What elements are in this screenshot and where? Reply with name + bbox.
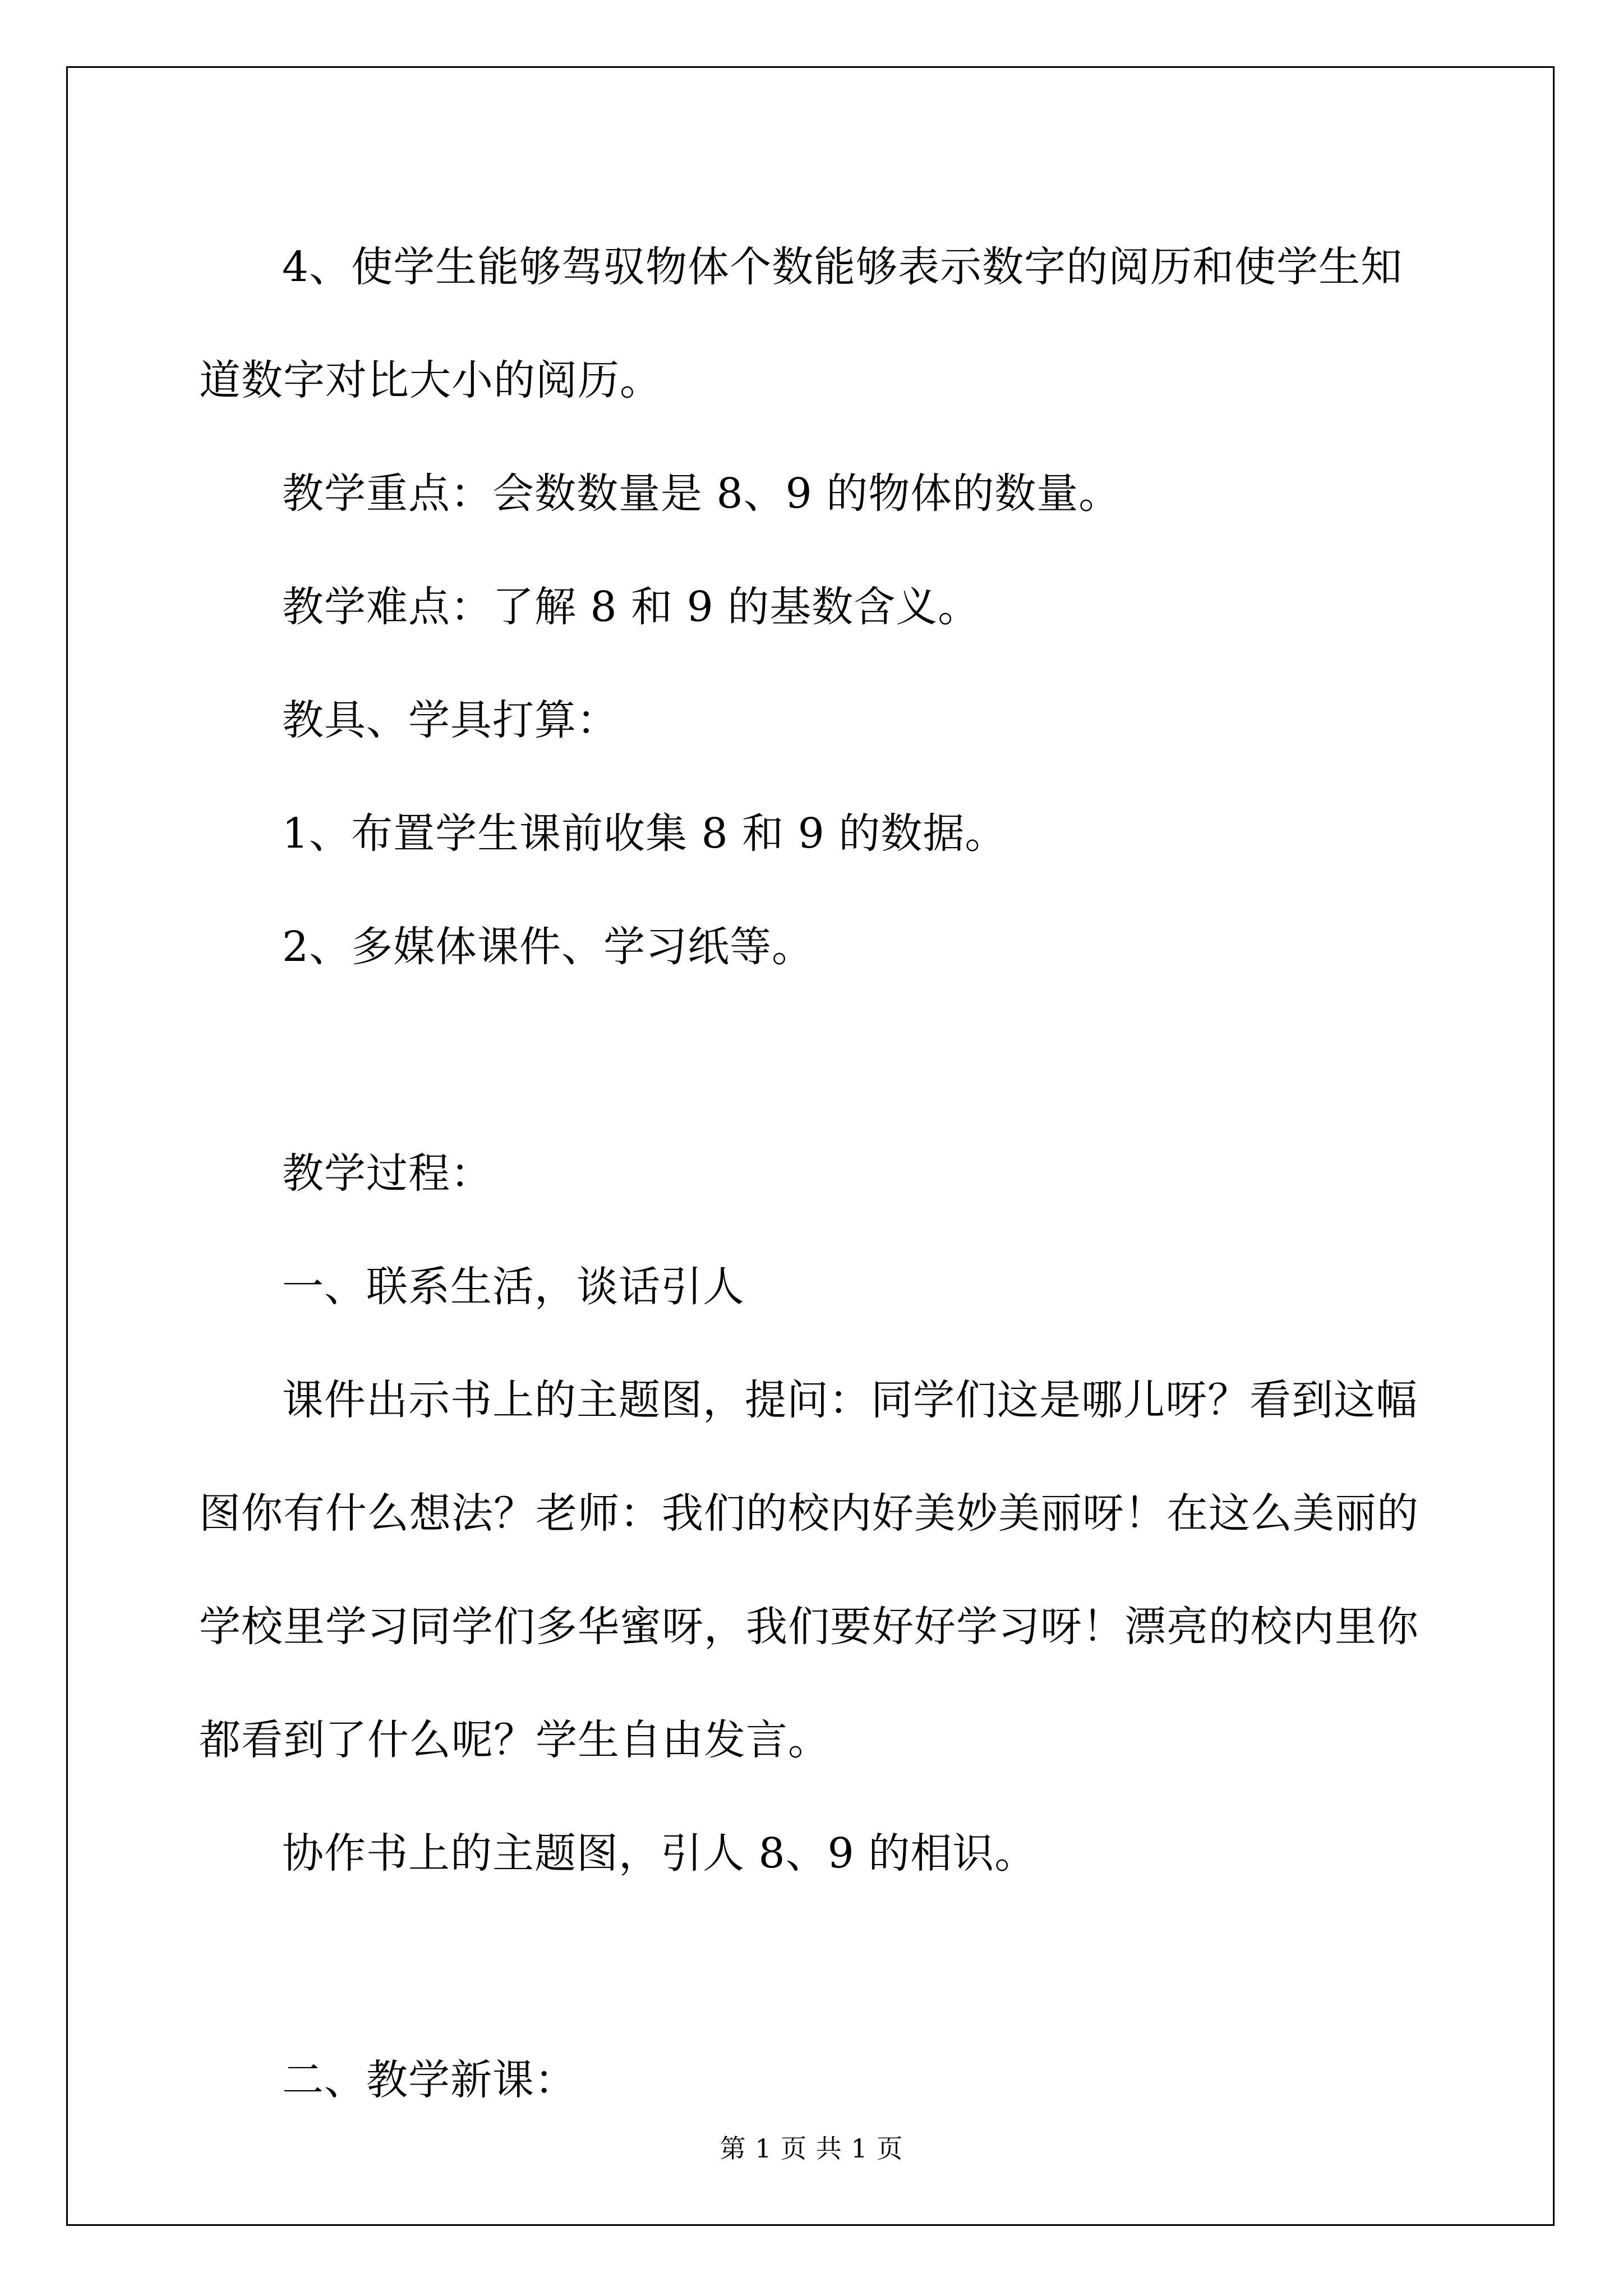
blank-line [199, 1910, 1433, 2023]
page-footer: 第 1 页 共 1 页 [720, 2133, 903, 2164]
section-heading-2: 二、教学新课： [282, 2056, 577, 2104]
paragraph-key-point: 教学重点：会数数量是 8、9 的物体的数量。 [282, 470, 1121, 518]
paragraph-materials-2: 2、多媒体课件、学习纸等。 [282, 923, 814, 971]
paragraph-theme-picture: 课件出示书上的主题图，提问：同学们这是哪儿呀？看到这幅图你有什么想法？老师：我们的校内好美妙美丽呀！在这么美丽的学校里学习同学们多华蜜呀，我们要好好学习呀！漂亮的校内里你都看到了什么呢？学生自由发言。 [199, 1376, 1419, 1764]
paragraph-process-heading: 教学过程： [282, 1149, 492, 1198]
paragraph-difficulty: 教学难点：了解 8 和 9 的基数含义。 [282, 583, 980, 631]
paragraph-objective-4: 4、使学生能够驾驭物体个数能够表示数字的阅历和使学生知道数字对比大小的阅历。 [199, 243, 1403, 404]
document-body [199, 210, 1433, 2137]
paragraph-introduce-8-9: 协作书上的主题图，引人 8、9 的相识。 [282, 1829, 1037, 1878]
paragraph-materials-1: 1、布置学生课前收集 8 和 9 的数据。 [282, 809, 1007, 858]
blank-line [199, 1004, 1433, 1117]
paragraph-materials-heading: 教具、学具打算： [282, 696, 619, 744]
section-heading-1: 一、联系生活，谈话引人 [282, 1263, 745, 1311]
